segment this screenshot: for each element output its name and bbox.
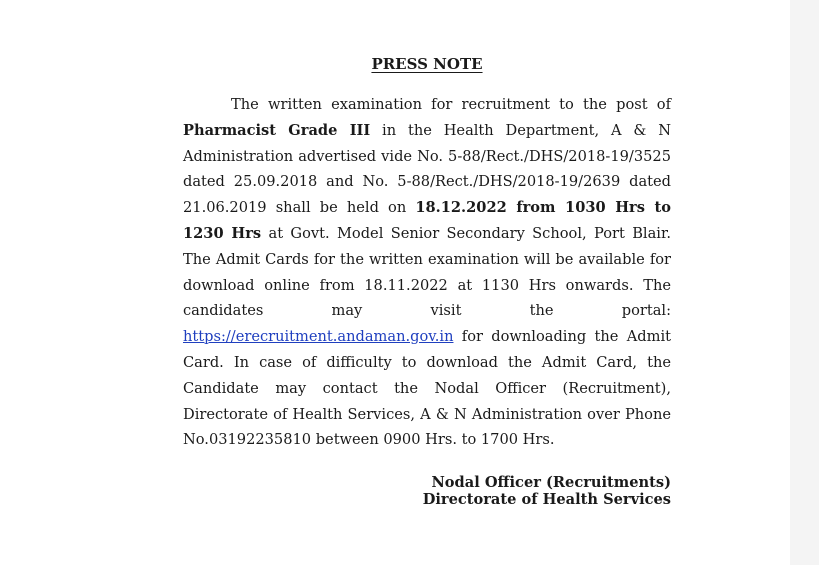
press-note-title-text: PRESS NOTE bbox=[371, 55, 483, 73]
portal-link[interactable]: https://erecruitment.andaman.gov.in bbox=[183, 328, 454, 346]
body-intro: The written examination for recruitment to the post of bbox=[231, 96, 671, 113]
signature-department: Directorate of Health Services bbox=[422, 491, 671, 508]
signature-designation: Nodal Officer (Recruitments) bbox=[431, 474, 671, 491]
press-note-body bbox=[183, 92, 671, 453]
body-venue-admit-card: at Govt. Model Senior Secondary School, Port Blair. The Admit Cards for the written examination will be available for download online from 18.11.2022 at 1130 Hrs onwards. The candidates may visit the portal: bbox=[183, 224, 671, 320]
body-advertisement: in the Health Department, A & N Administration advertised vide No. 5-88/Rect./DHS/2018-19/3525 dated 25.09.2018 and No. 5-88/Rect./DHS/2018-19/2639 dated 21.06.2019 shall be held on bbox=[183, 121, 671, 217]
press-note-title bbox=[183, 55, 671, 73]
exam-schedule: 18.12.2022 from 1030 Hrs to 1230 Hrs bbox=[183, 199, 671, 242]
viewer-right-margin bbox=[790, 0, 819, 565]
body-contact: for downloading the Admit Card. In case of difficulty to download the Admit Card, the Candidate may contact the Nodal Officer (Recruitment), Directorate of Health Services, A & N Administration over Phone No.03192235810 between 0900 Hrs. to 1700 Hrs. bbox=[183, 328, 671, 449]
post-name: Pharmacist Grade III bbox=[183, 121, 371, 139]
